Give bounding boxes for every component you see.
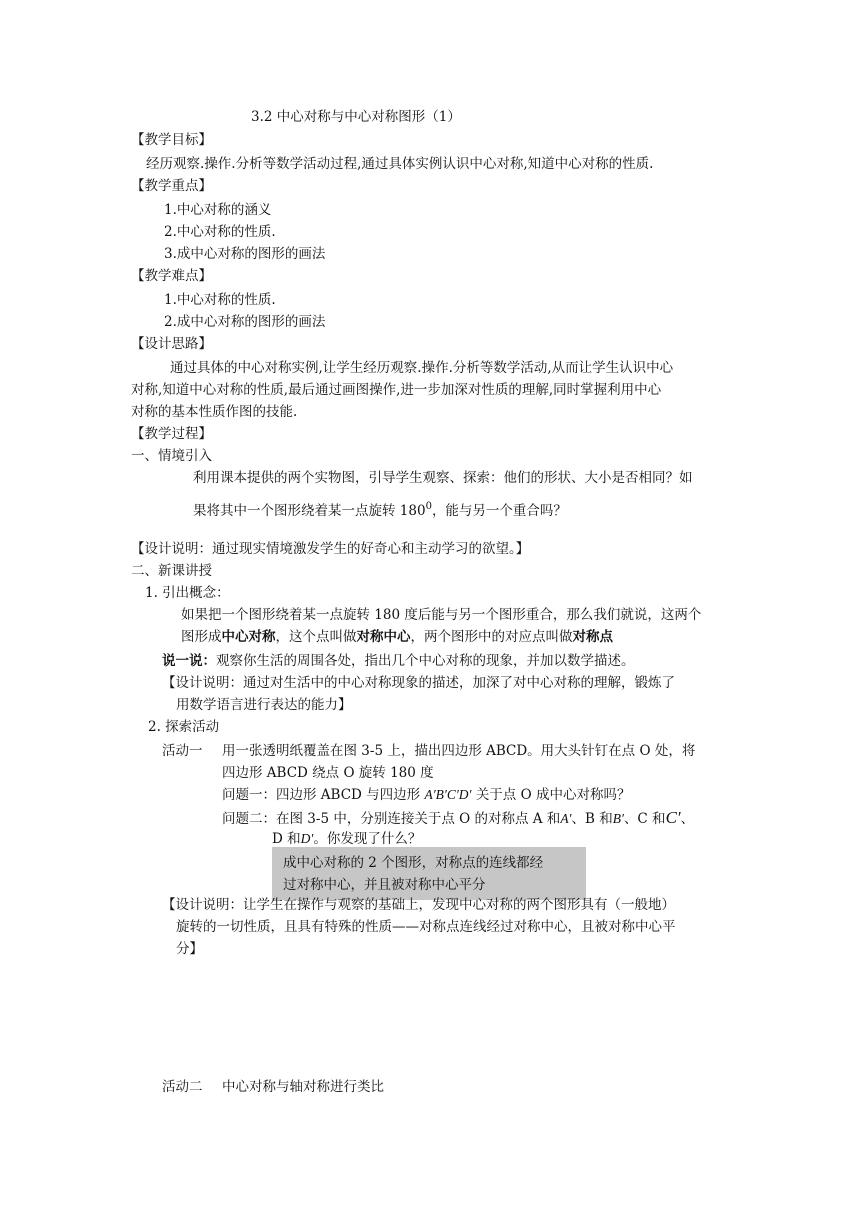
term-center-symmetry: 中心对称: [221, 629, 276, 645]
prime-point-c: C′: [665, 808, 681, 827]
subsection-title: 2. 探索活动: [148, 719, 220, 735]
question-text: 关于点 O 成中心对称吗？: [475, 787, 631, 803]
intro-line: [193, 501, 567, 523]
question-text: 。你发现了什么？: [313, 831, 422, 847]
activity-label: 活动二: [162, 1079, 203, 1095]
question-two: [222, 808, 694, 829]
design-note: 分】: [176, 941, 203, 957]
prime-point-a: A′: [560, 811, 572, 826]
section-title: 一、情境引入: [131, 448, 212, 464]
section-title: 二、新课讲授: [131, 563, 212, 579]
prime-point-b: B′: [612, 811, 624, 826]
say-line: [162, 651, 635, 671]
design-idea-heading: 【设计思路】: [131, 336, 212, 352]
question-one: [222, 785, 630, 805]
say-text: 观察你生活的周围各处，指出几个中心对称的现象，并加以数学描述。: [216, 653, 635, 669]
intro-line-text: 果将其中一个图形绕着某一点旋转 180: [193, 503, 426, 519]
difficulty-item: 2.成中心对称的图形的画法: [164, 314, 326, 330]
key-point-item: 3.成中心对称的图形的画法: [164, 246, 326, 262]
design-note: 【设计说明：通过对生活中的中心对称现象的描述，加深了对中心对称的理解，锻炼了: [162, 675, 675, 691]
activity-line: 中心对称与轴对称进行类比: [222, 1079, 384, 1095]
design-note: 【设计说明：让学生在操作与观察的基础上，发现中心对称的两个图形具有（一般地）: [162, 897, 675, 913]
concept-text: ，这个点叫做: [275, 629, 357, 645]
difficulty-item: 1.中心对称的性质.: [164, 292, 276, 308]
activity-line: 用一张透明纸覆盖在图 3-5 上，描出四边形 ABCD。用大头针钉在点 O 处，将: [222, 743, 696, 759]
degree-superscript: 0: [425, 501, 432, 512]
design-idea-line: 对称的基本性质作图的技能.: [131, 404, 298, 420]
question-two-cont: [272, 829, 421, 849]
goal-text: 经历观察.操作.分析等数学活动过程,通过具体实例认识中心对称,知道中心对称的性质.: [146, 156, 654, 172]
answer-line: 过对称中心，并且被对称中心平分: [283, 877, 486, 893]
design-idea-line: 通过具体的中心对称实例,让学生经历观察.操作.分析等数学活动,从而让学生认识中心: [170, 360, 674, 376]
activity-label: 活动一: [162, 743, 203, 759]
concept-text: ，两个图形中的对应点叫做: [410, 629, 573, 645]
key-point-item: 1.中心对称的涵义: [164, 202, 272, 218]
intro-line: 利用课本提供的两个实物图，引导学生观察、探索：他们的形状、大小是否相同？如: [193, 470, 693, 486]
question-text: D 和: [272, 831, 301, 847]
say-label: 说一说：: [162, 653, 216, 669]
term-symmetry-point: 对称点: [572, 629, 613, 645]
design-note: 【设计说明：通过现实情境激发学生的好奇心和主动学习的欲望。】: [131, 541, 530, 557]
difficulties-heading: 【教学难点】: [131, 268, 212, 284]
design-idea-line: 对称,知道中心对称的性质,最后通过画图操作,进一步加深对性质的理解,同时掌握利用中心: [131, 382, 662, 398]
design-note: 用数学语言进行表达的能力】: [176, 697, 352, 713]
prime-point-d: D′: [300, 831, 314, 846]
prime-quadrilateral: A′B′C′D′: [424, 787, 472, 802]
process-heading: 【教学过程】: [131, 426, 212, 442]
intro-line-text: ，能与另一个重合吗？: [431, 503, 567, 519]
question-text: 、B 和: [571, 811, 613, 827]
question-text: 、: [680, 811, 695, 827]
activity-line: 四边形 ABCD 绕点 O 旋转 180 度: [222, 765, 434, 781]
answer-box: [272, 847, 586, 900]
term-symmetry-center: 对称中心: [356, 629, 411, 645]
answer-line: 成中心对称的 2 个图形，对称点的连线都经: [283, 855, 544, 871]
concept-text: 图形成: [181, 629, 222, 645]
concept-line: 如果把一个图形绕着某一点旋转 180 度后能与另一个图形重合，那么我们就说，这两个: [181, 607, 702, 623]
key-point-item: 2.中心对称的性质.: [164, 224, 276, 240]
question-text: 问题二：在图 3-5 中，分别连接关于点 O 的对称点 A 和: [222, 811, 561, 827]
question-text: 、C 和: [623, 811, 666, 827]
page-title: 3.2 中心对称与中心对称图形（1）: [251, 109, 461, 125]
goal-heading: 【教学目标】: [131, 132, 212, 148]
subsection-title: 1. 引出概念：: [145, 585, 230, 601]
design-note: 旋转的一切性质，且具有特殊的性质——对称点连线经过对称中心，且被对称中心平: [176, 919, 676, 935]
concept-line: [181, 627, 613, 647]
question-text: 问题一：四边形 ABCD 与四边形: [222, 787, 421, 803]
key-points-heading: 【教学重点】: [131, 178, 212, 194]
